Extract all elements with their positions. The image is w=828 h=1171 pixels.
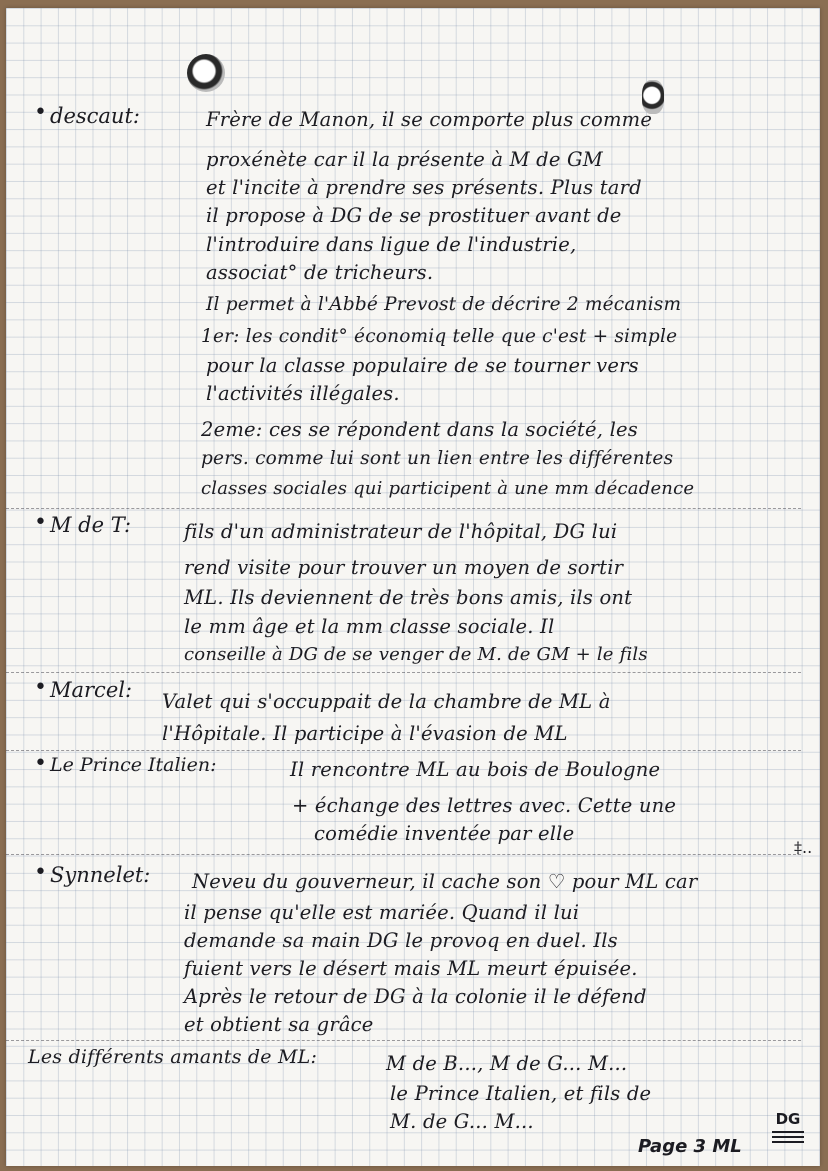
bullet-icon: • [34,100,47,125]
term-marcel: Marcel: [50,678,133,702]
text-line: Il rencontre ML au bois de Boulogne [290,758,661,781]
term-m-de-t: M de T: [50,513,132,537]
term-descaut: descaut: [50,104,140,128]
text-line: classes sociales qui participent à une mm décadence [201,478,695,499]
text-line: il propose à DG de se prostituer avant de [206,204,622,227]
text-line: le mm âge et la mm classe sociale. Il [184,615,555,638]
lovers-line: M. de G... M... [390,1110,534,1133]
edge-mark: ‡.. [794,838,813,857]
text-line: 2eme: ces se répondent dans la société, les [201,418,638,441]
section-divider [6,1040,801,1041]
page-footer: Page 3 ML [638,1136,742,1157]
bullet-icon: • [34,510,47,535]
text-line: l'introduire dans ligue de l'industrie, [206,233,577,256]
lovers-label: Les différents amants de ML: [28,1046,318,1068]
section-divider [6,672,801,673]
text-line: conseille à DG de se venger de M. de GM + le fils [184,644,648,665]
text-line: comédie inventée par elle [314,822,575,845]
section-divider [6,750,801,751]
text-line: il pense qu'elle est mariée. Quand il lui [184,901,580,924]
text-line: demande sa main DG le provoq en duel. Ils [184,929,618,952]
text-line: Il permet à l'Abbé Prevost de décrire 2 mécanism [206,294,682,315]
bullet-icon: • [34,675,47,700]
text-line: 1er: les condit° économiq telle que c'est + simple [201,326,678,347]
text-line: et obtient sa grâce [184,1013,374,1036]
section-divider [6,508,801,509]
term-synnelet: Synnelet: [50,863,151,887]
lovers-line: le Prince Italien, et fils de [390,1082,652,1105]
text-line: Après le retour de DG à la colonie il le défend [184,985,647,1008]
text-line: l'Hôpitale. Il participe à l'évasion de ML [162,722,568,745]
text-line: fils d'un administrateur de l'hôpital, DG lui [184,520,618,543]
notebook-page [6,8,820,1166]
section-divider [6,854,801,855]
text-line: + échange des lettres avec. Cette une [292,794,677,817]
text-line: l'activités illégales. [206,382,400,405]
bullet-icon: • [34,860,47,885]
text-line: pers. comme lui sont un lien entre les différentes [201,448,674,469]
dg-stamp [766,1110,810,1154]
text-line: fuient vers le désert mais ML meurt épuisée. [184,957,638,980]
text-line: et l'incite à prendre ses présents. Plus tard [206,176,642,199]
text-line: Neveu du gouverneur, il cache son ♡ pour ML car [192,870,698,893]
lovers-line: M de B..., M de G... M... [386,1052,628,1075]
text-line: Frère de Manon, il se comporte plus comme [206,108,653,131]
text-line: ML. Ils deviennent de très bons amis, ils ont [184,586,633,609]
text-line: proxénète car il la présente à M de GM [206,148,603,171]
text-line: associat° de tricheurs. [206,261,434,284]
bullet-icon: • [34,751,47,776]
punch-hole-left [187,54,225,92]
text-line: Valet qui s'occuppait de la chambre de ML à [162,690,611,713]
text-line: pour la classe populaire de se tourner vers [206,354,639,377]
stamp-label: DG [775,1110,801,1128]
text-line: rend visite pour trouver un moyen de sortir [184,556,624,579]
term-prince-italien: Le Prince Italien: [50,754,217,776]
